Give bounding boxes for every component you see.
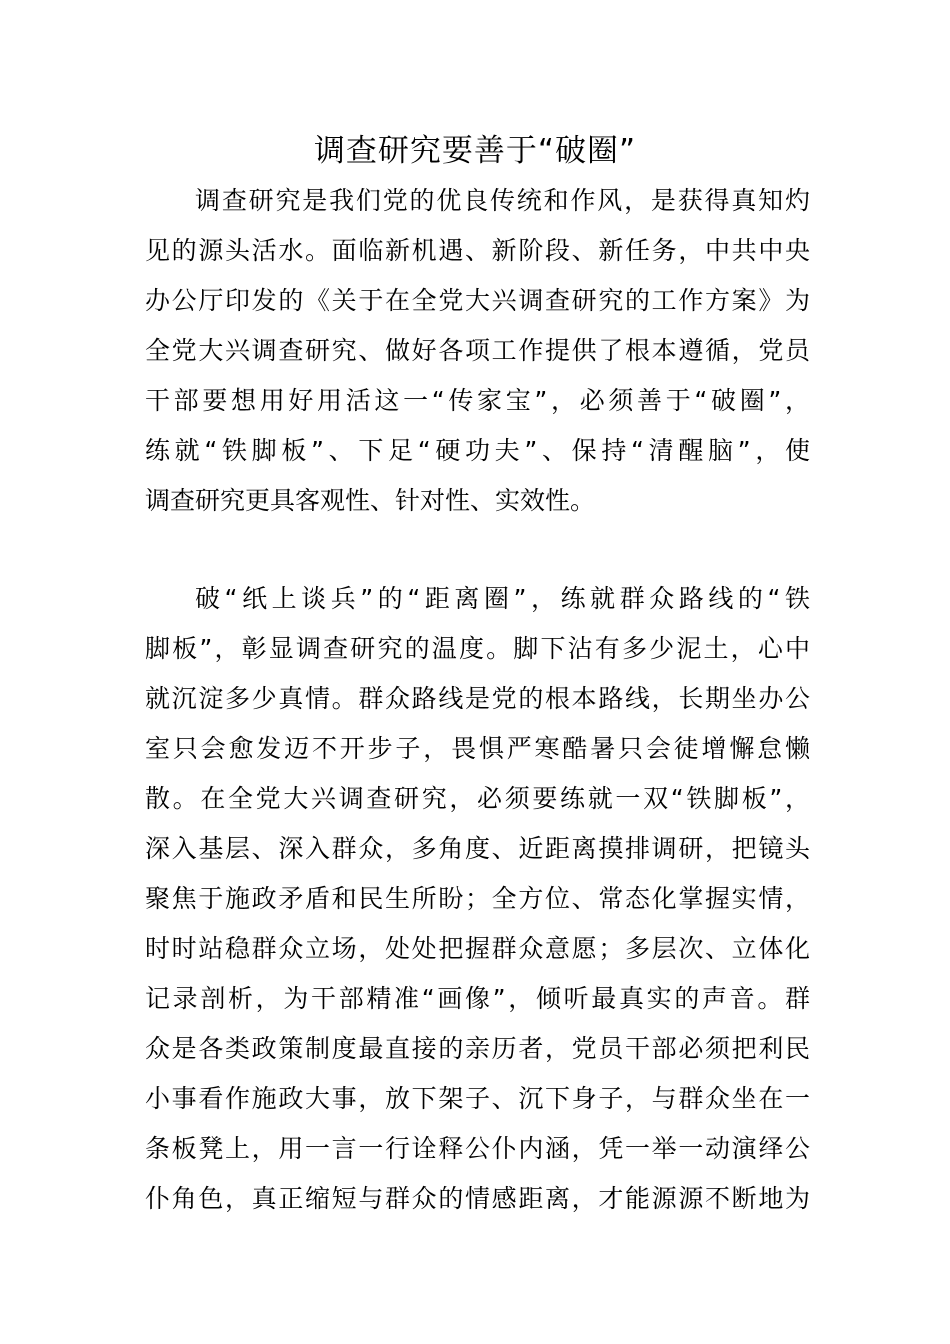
paragraph-2 [145,574,810,1224]
text-line: 练就“铁脚板”、下足“硬功夫”、保持“清醒脑”，使 [145,436,810,465]
text-line: 见的源头活水。面临新机遇、新阶段、新任务，中共中央 [145,236,810,265]
text-line: 破“纸上谈兵”的“距离圈”，练就群众路线的“铁 [195,584,810,613]
text-line: 就沉淀多少真情。群众路线是党的根本路线，长期坐办公 [145,684,810,713]
text-line: 条板凳上，用一言一行诠释公仆内涵，凭一举一动演绎公 [145,1134,810,1163]
text-line: 小事看作施政大事，放下架子、沉下身子，与群众坐在一 [145,1084,810,1113]
text-line: 聚焦于施政矛盾和民生所盼；全方位、常态化掌握实情， [145,884,810,913]
text-line: 仆角色，真正缩短与群众的情感距离，才能源源不断地为 [145,1184,810,1213]
text-line: 干部要想用好用活这一“传家宝”，必须善于“破圈”， [145,386,810,415]
document-title: 调查研究要善于“破圈” [313,133,637,169]
text-line: 时时站稳群众立场，处处把握群众意愿；多层次、立体化 [145,934,810,963]
text-line: 散。在全党大兴调查研究，必须要练就一双“铁脚板”， [145,784,810,813]
text-line: 室只会愈发迈不开步子，畏惧严寒酷暑只会徒增懈怠懒 [145,734,810,763]
text-line: 调查研究更具客观性、针对性、实效性。 [145,486,596,515]
text-line: 众是各类政策制度最直接的亲历者，党员干部必须把利民 [145,1034,810,1063]
text-line: 记录剖析，为干部精准“画像”，倾听最真实的声音。群 [145,984,810,1013]
text-line: 脚板”，彰显调查研究的温度。脚下沾有多少泥土，心中 [145,634,810,663]
text-line: 办公厅印发的《关于在全党大兴调查研究的工作方案》为 [145,286,810,315]
text-line: 深入基层、深入群众，多角度、近距离摸排调研，把镜头 [145,834,810,863]
text-line: 全党大兴调查研究、做好各项工作提供了根本遵循，党员 [145,336,810,365]
paragraph-1 [145,176,810,526]
text-line: 调查研究是我们党的优良传统和作风，是获得真知灼 [195,186,810,215]
